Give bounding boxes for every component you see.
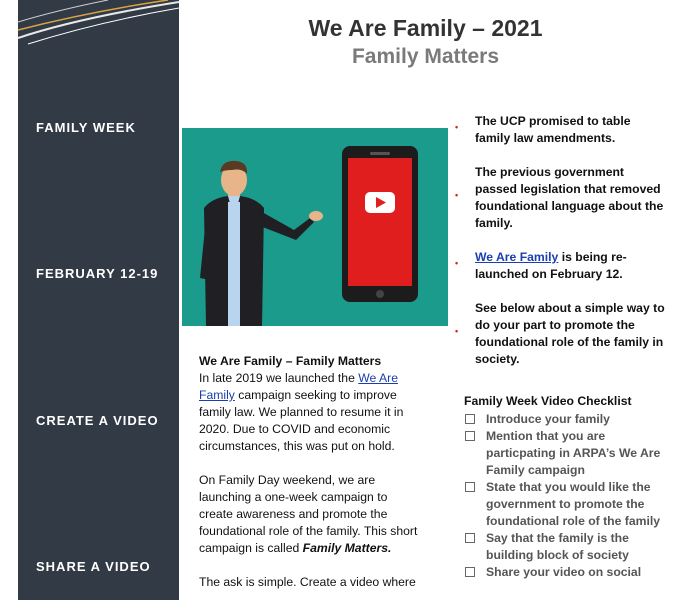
presenter-illustration-icon <box>182 128 448 326</box>
page-subtitle: Family Matters <box>351 45 500 68</box>
checklist-title: Family Week Video Checklist <box>464 394 632 408</box>
list-item <box>455 164 665 232</box>
checklist-item <box>465 479 665 530</box>
checklist-item <box>465 564 665 581</box>
checkbox-icon[interactable] <box>465 482 475 492</box>
list-item <box>455 300 665 368</box>
article-body <box>199 353 424 591</box>
page-title: We Are Family – 2021 <box>308 15 543 41</box>
we-are-family-link[interactable]: We Are Family <box>199 371 398 402</box>
checklist-item-text: Say that the family is the building block of society <box>486 531 629 562</box>
bullet-icon: • <box>455 190 459 200</box>
sidebar-item-create-video: CREATE A VIDEO <box>36 413 159 428</box>
bullet-icon: • <box>455 122 459 132</box>
bullet-icon: • <box>455 326 459 336</box>
paragraph-text: campaign seeking to improve family law. We planned to resume it in 2020. Due to COVID and economic circumstances, this was put on hold. <box>199 388 404 453</box>
checklist-item <box>465 530 665 564</box>
bullet-text: The UCP promised to table family law amendments. <box>475 114 631 145</box>
sidebar-item-family-week: FAMILY WEEK <box>36 120 136 135</box>
paragraph-text: On Family Day weekend, we are launching a one-week campaign to create awareness and promote the foundational role of the family. This short campaign is called <box>199 473 418 555</box>
campaign-name: Family Matters. <box>302 541 392 555</box>
article-paragraph-1 <box>199 370 424 455</box>
checkbox-icon[interactable] <box>465 567 475 577</box>
sidebar-item-dates: FEBRUARY 12-19 <box>36 266 159 281</box>
article-paragraph-2 <box>199 472 424 557</box>
hero-illustration <box>182 128 448 326</box>
we-are-family-link[interactable]: We Are Family <box>475 250 559 264</box>
checkbox-icon[interactable] <box>465 533 475 543</box>
article-paragraph-3: The ask is simple. Create a video where <box>199 575 416 589</box>
checkbox-icon[interactable] <box>465 431 475 441</box>
paragraph-text: In late 2019 we launched the <box>199 371 359 385</box>
sidebar-item-share-video: SHARE A VIDEO <box>36 559 151 574</box>
checkbox-icon[interactable] <box>465 414 475 424</box>
checklist-item <box>465 428 665 479</box>
decorative-swoosh-icon <box>18 0 179 50</box>
list-item <box>455 113 665 147</box>
checklist-item-text: State that you would like the government to promote the foundational role of the family <box>486 480 661 528</box>
bullet-text: See below about a simple way to do your part to promote the foundational role of the family in society. <box>475 301 665 366</box>
youtube-play-icon <box>365 192 395 213</box>
checklist-item-text: Share your video on social <box>486 565 642 579</box>
article-heading: We Are Family – Family Matters <box>199 354 382 368</box>
bullet-text: The previous government passed legislation that removed foundational language about the family. <box>475 165 664 230</box>
bullet-icon: • <box>455 258 459 268</box>
key-points-list <box>455 113 665 368</box>
checklist-item <box>465 411 665 428</box>
checklist-item-text: Introduce your family <box>486 412 610 426</box>
list-item <box>455 249 665 283</box>
sidebar <box>18 0 179 600</box>
checklist-item-text: Mention that you are particpating in ARPA’s We Are Family campaign <box>486 429 661 477</box>
video-checklist <box>465 411 665 581</box>
bullet-text: is being re-launched on February 12. <box>475 250 627 281</box>
